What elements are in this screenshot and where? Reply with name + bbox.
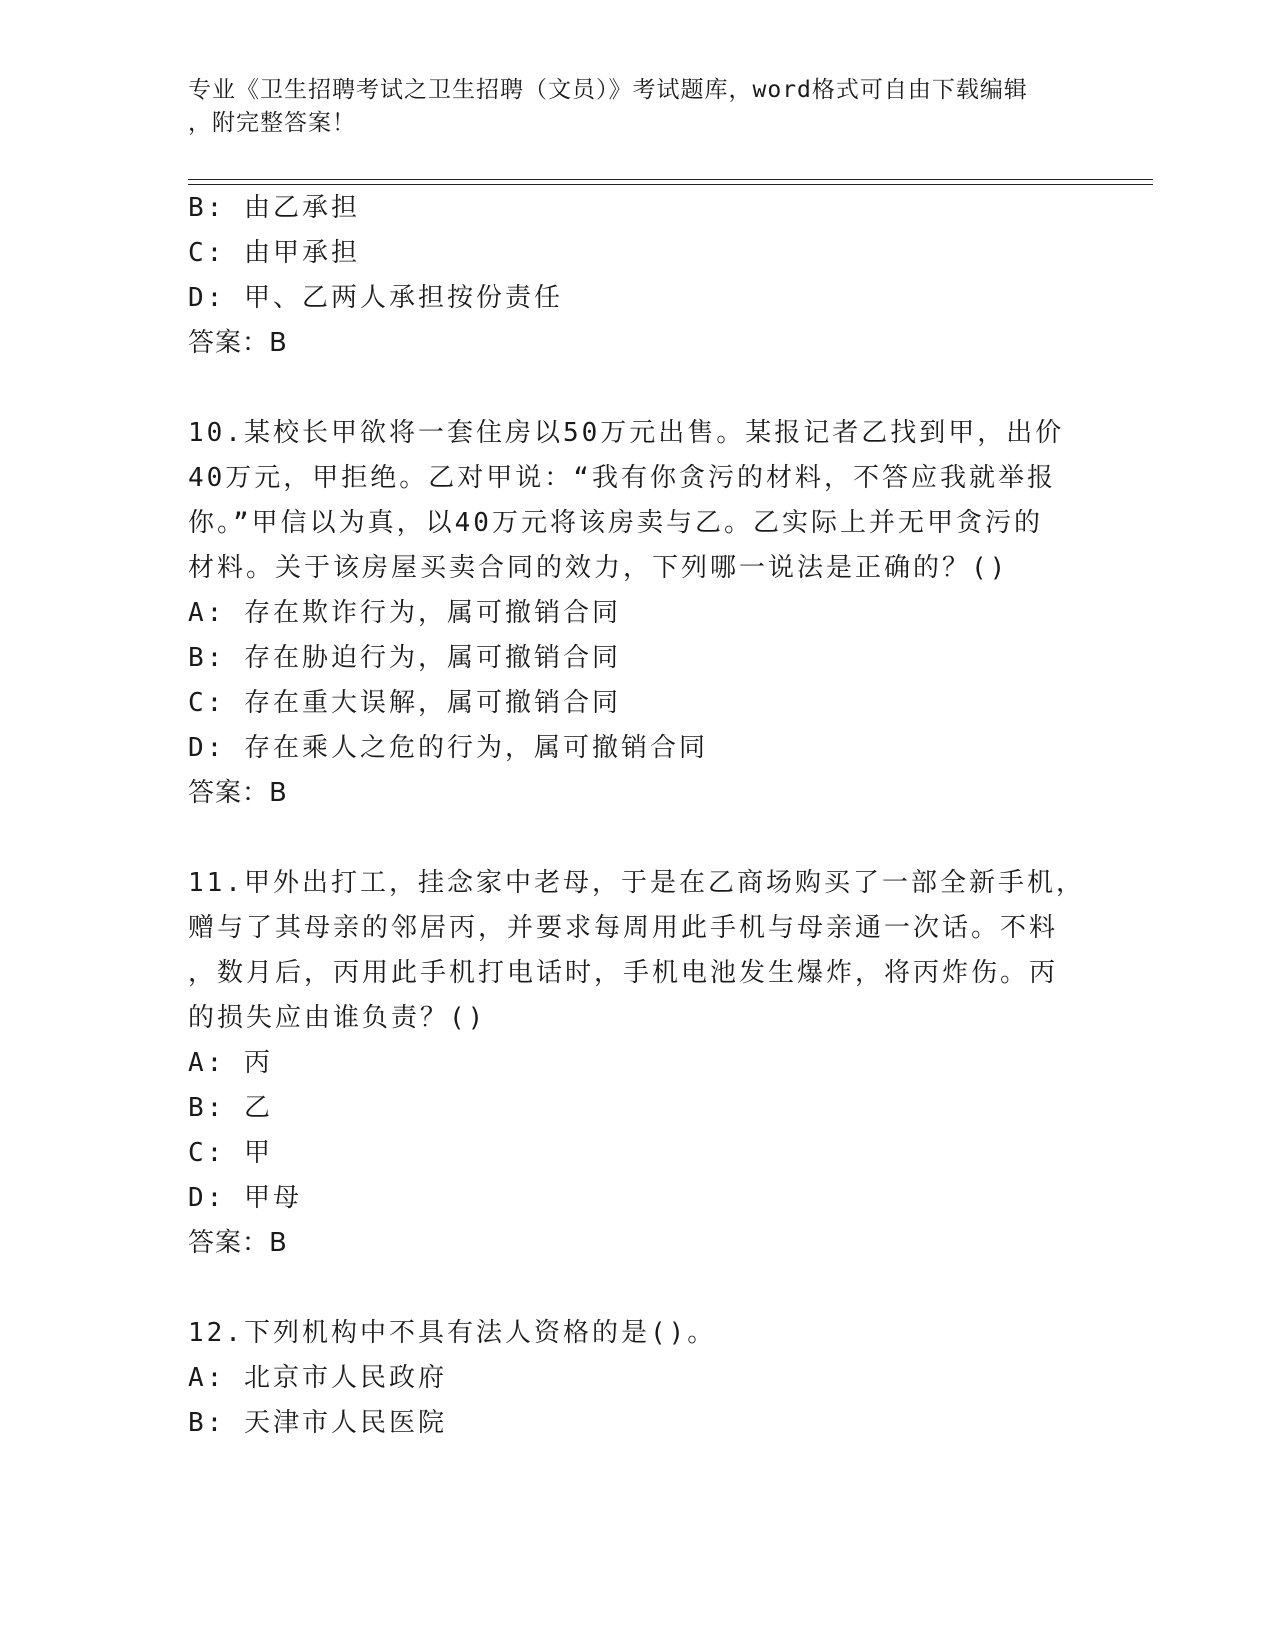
q10-stem-line-4: 材料。关于该房屋买卖合同的效力，下列哪一说法是正确的？() bbox=[188, 553, 1009, 583]
q12-stem-line-1: 12.下列机构中不具有法人资格的是()。 bbox=[188, 1318, 717, 1348]
q10-option-c: C: 存在重大误解，属可撤销合同 bbox=[188, 688, 621, 718]
q10-option-d: D: 存在乘人之危的行为，属可撤销合同 bbox=[188, 733, 708, 763]
q11-stem-line-4: 的损失应由谁负责？() bbox=[188, 1003, 487, 1033]
q10-option-a: A: 存在欺诈行为，属可撤销合同 bbox=[188, 598, 621, 628]
q9-answer: 答案：B bbox=[188, 328, 288, 358]
q9-option-d: D: 甲、乙两人承担按份责任 bbox=[188, 283, 563, 313]
q11-option-a: A: 丙 bbox=[188, 1048, 273, 1078]
q9-option-b: B: 由乙承担 bbox=[188, 193, 360, 223]
q11-option-b: B: 乙 bbox=[188, 1093, 273, 1123]
q11-option-c: C: 甲 bbox=[188, 1138, 273, 1168]
q9-option-c: C: 由甲承担 bbox=[188, 238, 360, 268]
header-divider-bottom bbox=[188, 184, 1153, 185]
q11-answer: 答案：B bbox=[188, 1228, 288, 1258]
header-divider-top bbox=[188, 179, 1153, 180]
q10-stem-line-2: 40万元，甲拒绝。乙对甲说：“我有你贪污的材料，不答应我就举报 bbox=[188, 463, 1056, 493]
document-header bbox=[188, 74, 1068, 140]
q11-stem-line-1: 11.甲外出打工，挂念家中老母，于是在乙商场购买了一部全新手机， bbox=[188, 868, 1085, 898]
q10-answer: 答案：B bbox=[188, 778, 288, 808]
header-line-2: ，附完整答案！ bbox=[188, 110, 356, 136]
q10-option-b: B: 存在胁迫行为，属可撤销合同 bbox=[188, 643, 621, 673]
q10-stem-line-1: 10.某校长甲欲将一套住房以50万元出售。某报记者乙找到甲，出价 bbox=[188, 418, 1065, 448]
q11-option-d: D: 甲母 bbox=[188, 1183, 302, 1213]
q10-stem-line-3: 你。”甲信以为真，以40万元将该房卖与乙。乙实际上并无甲贪污的 bbox=[188, 508, 1043, 538]
q11-stem-line-3: ，数月后，丙用此手机打电话时，手机电池发生爆炸，将丙炸伤。丙 bbox=[188, 958, 1059, 988]
q12-option-b: B: 天津市人民医院 bbox=[188, 1408, 447, 1438]
header-line-1: 专业《卫生招聘考试之卫生招聘（文员）》考试题库，word格式可自由下载编辑 bbox=[188, 77, 1028, 103]
q11-stem-line-2: 赠与了其母亲的邻居丙，并要求每周用此手机与母亲通一次话。不料 bbox=[188, 913, 1059, 943]
q12-option-a: A: 北京市人民政府 bbox=[188, 1363, 447, 1393]
